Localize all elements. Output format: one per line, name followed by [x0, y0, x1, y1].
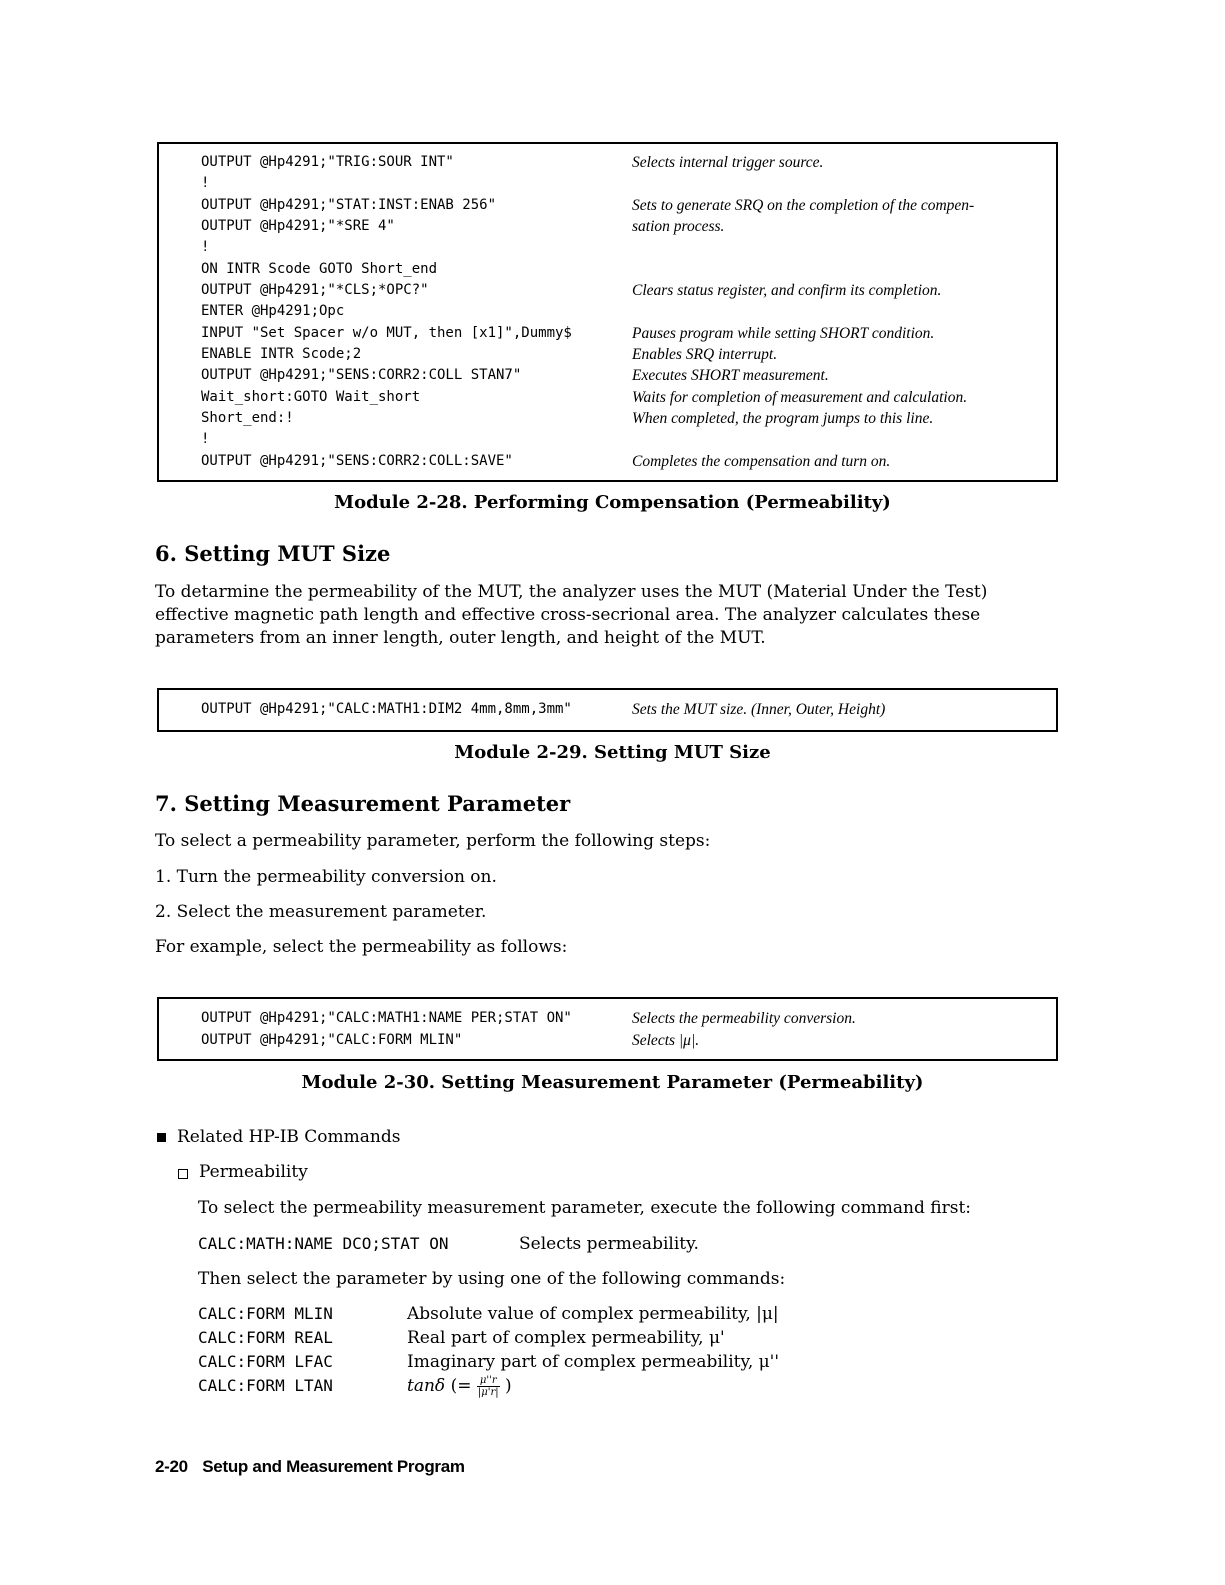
command-desc: Real part of complex permeability, μ' [407, 1328, 725, 1348]
code-box-module-2-29 [157, 688, 1058, 732]
code-line: OUTPUT @Hp4291;"SENS:CORR2:COLL STAN7" [201, 367, 522, 383]
code-comment: Selects |μ|. [632, 1032, 700, 1049]
code-row [159, 216, 1056, 237]
code-comment: Completes the compensation and turn on. [632, 453, 891, 470]
tan-close: ) [505, 1376, 512, 1396]
code-comment: Executes SHORT measurement. [632, 367, 829, 384]
section-heading: 7. Setting Measurement Parameter [155, 791, 571, 816]
command-code: CALC:FORM REAL [198, 1328, 333, 1347]
code-box-module-2-28 [157, 142, 1058, 482]
related-subtitle: Permeability [199, 1162, 308, 1182]
code-row [159, 699, 1056, 720]
command-code: CALC:MATH:NAME DCO;STAT ON [198, 1234, 449, 1253]
paragraph-line: parameters from an inner length, outer length, and height of the MUT. [155, 628, 766, 648]
command-code: CALC:FORM LTAN [198, 1376, 333, 1395]
code-row [159, 408, 1056, 429]
code-line: ENABLE INTR Scode;2 [201, 346, 362, 362]
tan-delta-text: tanδ [407, 1376, 446, 1396]
code-comment: Clears status register, and confirm its completion. [632, 282, 942, 299]
code-line: OUTPUT @Hp4291;"STAT:INST:ENAB 256" [201, 197, 497, 213]
code-line: ! [201, 175, 210, 191]
paragraph: For example, select the permeability as follows: [155, 937, 568, 957]
code-comment: Sets the MUT size. (Inner, Outer, Height) [632, 701, 886, 718]
code-row [159, 344, 1056, 365]
footer-title: Setup and Measurement Program [202, 1457, 465, 1476]
page-footer [155, 1457, 465, 1477]
code-line: Short_end:! [201, 410, 294, 426]
paragraph-line: To detarmine the permeability of the MUT, the analyzer uses the MUT (Material Under the Test) [155, 582, 988, 602]
code-line: ENTER @Hp4291;Opc [201, 303, 345, 319]
filled-square-bullet-icon [157, 1133, 166, 1142]
code-row [159, 237, 1056, 258]
code-row [159, 259, 1056, 280]
code-line: OUTPUT @Hp4291;"CALC:MATH1:DIM2 4mm,8mm,3mm" [201, 701, 572, 717]
code-row [159, 1008, 1056, 1029]
fraction-denominator: |μ'r| [477, 1387, 499, 1398]
tan-open: (= [450, 1376, 472, 1396]
paragraph-line: effective magnetic path length and effective cross-secrional area. The analyzer calculates these [155, 605, 981, 625]
command-desc: Imaginary part of complex permeability, μ'' [407, 1352, 780, 1372]
code-line: OUTPUT @Hp4291;"*SRE 4" [201, 218, 395, 234]
paragraph: To select a permeability parameter, perform the following steps: [155, 831, 711, 851]
code-row [159, 152, 1056, 173]
code-line: OUTPUT @Hp4291;"CALC:MATH1:NAME PER;STAT ON" [201, 1010, 572, 1026]
code-line: OUTPUT @Hp4291;"*CLS;*OPC?" [201, 282, 429, 298]
related-title: Related HP-IB Commands [177, 1127, 401, 1147]
code-row [159, 365, 1056, 386]
code-comment: Sets to generate SRQ on the completion of the compen- [632, 197, 975, 214]
code-comment: Enables SRQ interrupt. [632, 346, 778, 363]
fraction-numerator: μ''r [477, 1375, 500, 1387]
command-code: CALC:FORM LFAC [198, 1352, 333, 1371]
tan-fraction [477, 1375, 500, 1398]
paragraph: Then select the parameter by using one of the following commands: [198, 1269, 786, 1289]
code-line: ON INTR Scode GOTO Short_end [201, 261, 438, 277]
code-line: OUTPUT @Hp4291;"CALC:FORM MLIN" [201, 1032, 463, 1048]
code-comment: Waits for completion of measurement and calculation. [632, 389, 968, 406]
code-row [159, 387, 1056, 408]
code-row [159, 1030, 1056, 1051]
step-item: 2. Select the measurement parameter. [155, 902, 487, 922]
code-comment: sation process. [632, 218, 725, 235]
code-comment: Selects the permeability conversion. [632, 1010, 856, 1027]
module-caption: Module 2-28. Performing Compensation (Permeability) [334, 492, 891, 513]
code-comment: Selects internal trigger source. [632, 154, 824, 171]
code-box-module-2-30 [157, 997, 1058, 1061]
code-line: OUTPUT @Hp4291;"SENS:CORR2:COLL:SAVE" [201, 453, 513, 469]
step-item: 1. Turn the permeability conversion on. [155, 867, 497, 887]
code-line: Wait_short:GOTO Wait_short [201, 389, 421, 405]
code-line: OUTPUT @Hp4291;"TRIG:SOUR INT" [201, 154, 454, 170]
module-caption: Module 2-29. Setting MUT Size [454, 742, 771, 763]
code-row [159, 301, 1056, 322]
code-row [159, 451, 1056, 472]
command-code: CALC:FORM MLIN [198, 1304, 333, 1323]
command-desc: Selects permeability. [519, 1234, 699, 1254]
section-heading: 6. Setting MUT Size [155, 541, 391, 566]
code-row [159, 280, 1056, 301]
code-row [159, 429, 1056, 450]
command-desc [407, 1374, 512, 1398]
code-line: ! [201, 239, 210, 255]
code-line: INPUT "Set Spacer w/o MUT, then [x1]",Dummy$ [201, 325, 572, 341]
command-desc: Absolute value of complex permeability, |μ| [407, 1304, 779, 1324]
code-line: ! [201, 431, 210, 447]
code-row [159, 195, 1056, 216]
module-caption: Module 2-30. Setting Measurement Parameter (Permeability) [301, 1072, 924, 1093]
code-comment: When completed, the program jumps to this line. [632, 410, 934, 427]
paragraph: To select the permeability measurement parameter, execute the following command first: [198, 1198, 972, 1218]
code-comment: Pauses program while setting SHORT condition. [632, 325, 935, 342]
page-number: 2-20 [155, 1457, 188, 1476]
hollow-square-bullet-icon [178, 1169, 188, 1179]
code-row [159, 323, 1056, 344]
code-row [159, 173, 1056, 194]
